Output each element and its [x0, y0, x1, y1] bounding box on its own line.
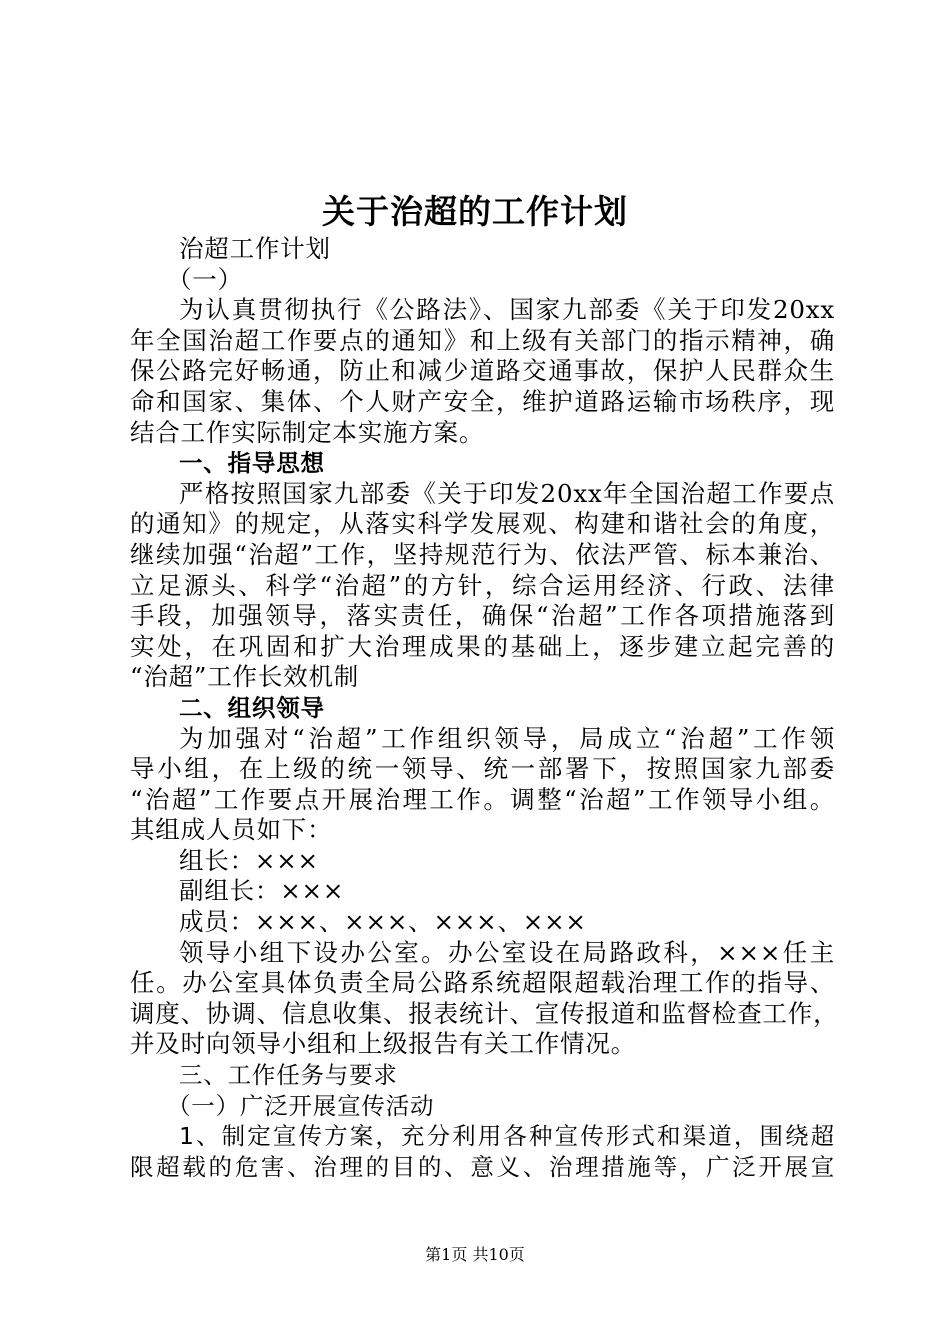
paragraph-line: 领导小组下设办公室。办公室设在局路政科，×××任主 [179, 937, 835, 967]
paragraph-line: 手段，加强领导，落实责任，确保“治超”工作各项措施落到 [130, 601, 835, 631]
paragraph-line: 任。办公室具体负责全局公路系统超限超载治理工作的指导、 [130, 968, 835, 998]
paragraph-line: 保公路完好畅通，防止和减少道路交通事故，保护人民群众生 [130, 356, 835, 386]
subtitle: 治超工作计划 [179, 234, 331, 263]
paragraph-line: 限超载的危害、治理的目的、意义、治理措施等，广泛开展宣 [130, 1152, 835, 1181]
paragraph-line: 年全国治超工作要点的通知》和上级有关部门的指示精神，确 [130, 325, 835, 355]
member-line: 副组长：××× [179, 876, 345, 906]
paragraph-line: 1、制定宣传方案，充分利用各种宣传形式和渠道，围绕超 [179, 1122, 835, 1151]
paragraph-line: 结合工作实际制定本实施方案。 [130, 417, 485, 447]
document-title: 关于治超的工作计划 [322, 192, 628, 231]
paragraph-line: 并及时向领导小组和上级报告有关工作情况。 [130, 1029, 636, 1059]
section-heading: 二、组织领导 [179, 693, 325, 722]
page-number-footer: 第1页 共10页 [425, 1245, 525, 1264]
paragraph-line: 为加强对“治超”工作组织领导，局成立“治超”工作领 [179, 723, 835, 753]
paragraph-line: 继续加强“治超”工作，坚持规范行为、依法严管、标本兼治、 [130, 539, 835, 569]
section-heading: 一、指导思想 [179, 449, 325, 478]
paragraph-line: 的通知》的规定，从落实科学发展观、构建和谐社会的角度， [130, 509, 835, 539]
paragraph-line: “治超”工作长效机制 [130, 662, 360, 692]
paragraph-line: 命和国家、集体、个人财产安全，维护道路运输市场秩序，现 [130, 386, 835, 416]
paragraph-line: “治超”工作要点开展治理工作。调整“治超”工作领导小组。 [130, 784, 835, 814]
paragraph-line: 立足源头、科学“治超”的方针，综合运用经济、行政、法律 [130, 570, 835, 600]
member-line: 组长：××× [179, 845, 319, 875]
paragraph-line: 其组成人员如下： [130, 815, 333, 845]
section-number: （一） [167, 264, 243, 294]
paragraph-line: 严格按照国家九部委《关于印发20xx年全国治超工作要点 [179, 478, 835, 508]
section-heading: 三、工作任务与要求 [179, 1061, 398, 1090]
member-line: 成员：×××、×××、×××、××× [179, 907, 587, 937]
subsection-heading: （一）广泛开展宣传活动 [167, 1091, 435, 1120]
paragraph-line: 实处，在巩固和扩大治理成果的基础上，逐步建立起完善的 [130, 631, 835, 661]
document-body [130, 234, 839, 1182]
paragraph-line: 调度、协调、信息收集、报表统计、宣传报道和监督检查工作， [130, 998, 839, 1028]
paragraph-line: 导小组，在上级的统一领导、统一部署下，按照国家九部委 [130, 754, 835, 784]
paragraph-line: 为认真贯彻执行《公路法》、国家九部委《关于印发20xx [179, 295, 835, 325]
